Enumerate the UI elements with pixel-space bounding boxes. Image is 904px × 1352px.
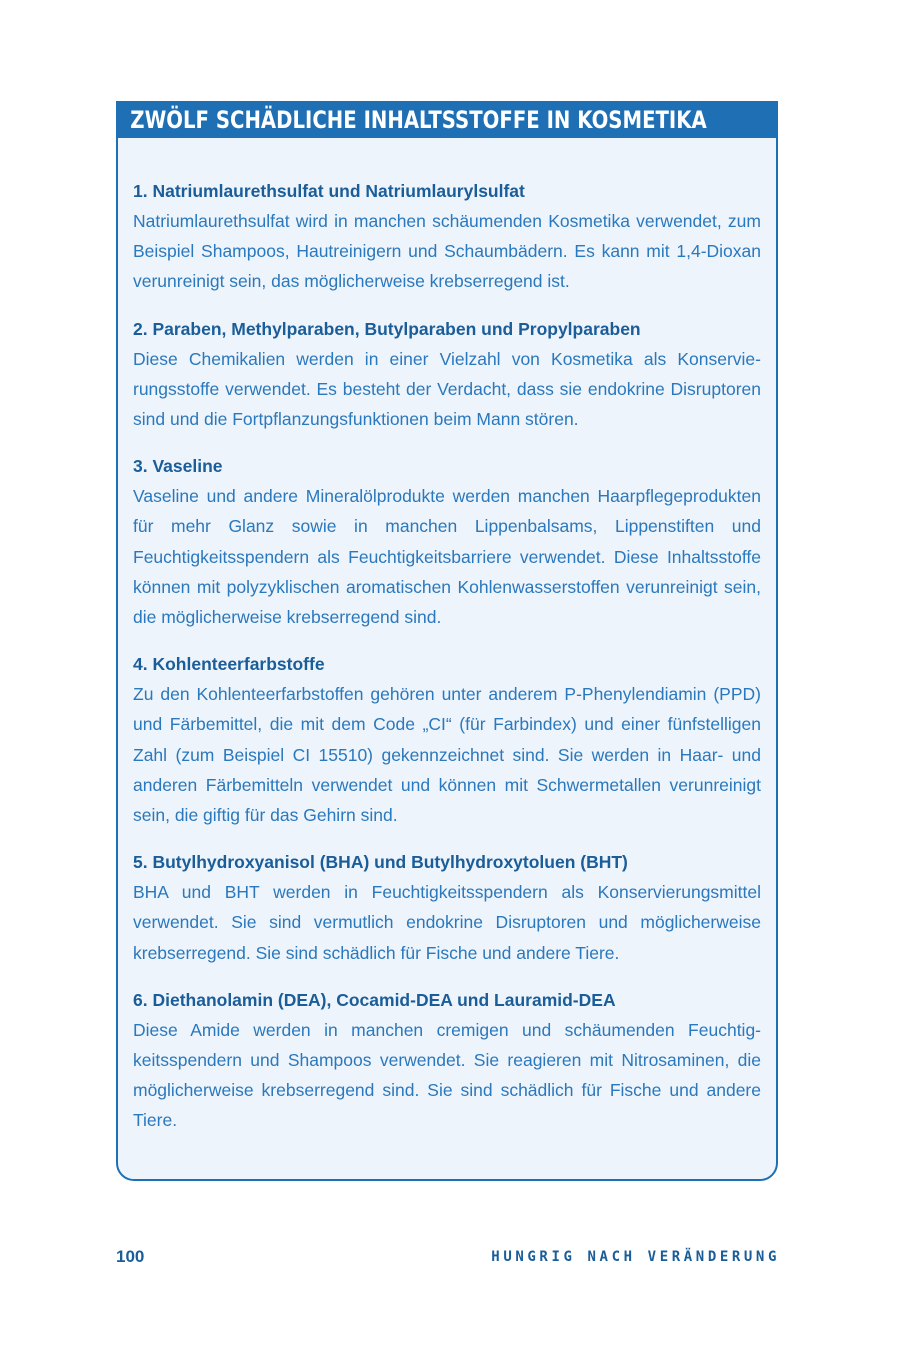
section-body: Natriumlaurethsulfat wird in manchen schäumenden Kosmetika verwendet, zum Beispiel Shampoos, Hautreinigern und Schaumbädern. Es kann mit 1,4-Dioxan verunreinigt sein, das möglicherweise krebserregend ist. [133,211,761,292]
running-footer-title: HUNGRIG NACH VERÄNDERUNG [491,1249,780,1265]
section-4 [133,649,761,830]
info-box-title: ZWÖLF SCHÄDLICHE INHALTSSTOFFE IN KOSMETIKA [118,103,778,138]
section-body: Vaseline und andere Mineralölprodukte werden manchen Haarpflegeprodukten für mehr Glanz sowie in manchen Lippenbalsams, Lippenstiften und Feuchtigkeitsspendern als Feuchtigkeitsbarriere verwendet. Diese Inhaltsstoffe können mit polyzyklischen aromatischen Kohlenwasserstoffen verunreinigt sein, die möglicherweise krebserregend sind. [133,486,761,628]
section-title: 2. Paraben, Methylparaben, Butylparaben und Propylparaben [133,318,641,339]
info-box-content [118,138,776,1136]
section-2 [133,314,761,435]
section-5 [133,847,761,968]
section-body: Diese Amide werden in manchen cremigen und schäumenden Feuchtigkeitsspendern und Shampoos verwendet. Sie reagieren mit Nitrosaminen, die möglicherweise krebserregend sind. Sie sind schädlich für Fische und andere Tiere. [133,1019,761,1131]
section-6 [133,985,761,1136]
info-box [116,101,778,1181]
section-body: BHA und BHT werden in Feuchtigkeitsspendern als Konservierungsmittel verwendet. Sie sind vermutlich endokrine Disruptoren und möglicherweise krebserregend. Sie sind schädlich für Fische und andere Tiere. [133,882,761,963]
section-title: 4. Kohlenteerfarbstoffe [133,654,325,675]
section-title: 6. Diethanolamin (DEA), Cocamid-DEA und Lauramid-DEA [133,989,616,1010]
page-number: 100 [116,1247,145,1266]
section-title: 3. Vaseline [133,456,223,477]
section-body: Diese Chemikalien werden in einer Vielzahl von Kosmetika als Konservierungsstoffe verwendet. Es besteht der Verdacht, dass sie endokrine Disruptoren sind und die Fortpflanzungsfunktionen beim Mann stören. [133,348,761,430]
section-body: Zu den Kohlenteerfarbstoffen gehören unter anderem P-Phenylendiamin (PPD) und Färbemittel, die mit dem Code „CI“ (für Farbindex) und einer fünfstelligen Zahl (zum Beispiel CI 15510) gekennzeichnet sind. Sie werden in Haar- und anderen Färbemitteln verwendet und können mit Schwermetallen verunreinigt sein, die giftig für das Gehirn sind. [133,684,761,826]
section-1 [133,176,761,297]
section-title: 5. Butylhydroxyanisol (BHA) und Butylhydroxytoluen (BHT) [133,852,628,873]
section-title: 1. Natriumlaurethsulfat und Natriumlaurylsulfat [133,181,525,201]
section-3 [133,451,761,632]
